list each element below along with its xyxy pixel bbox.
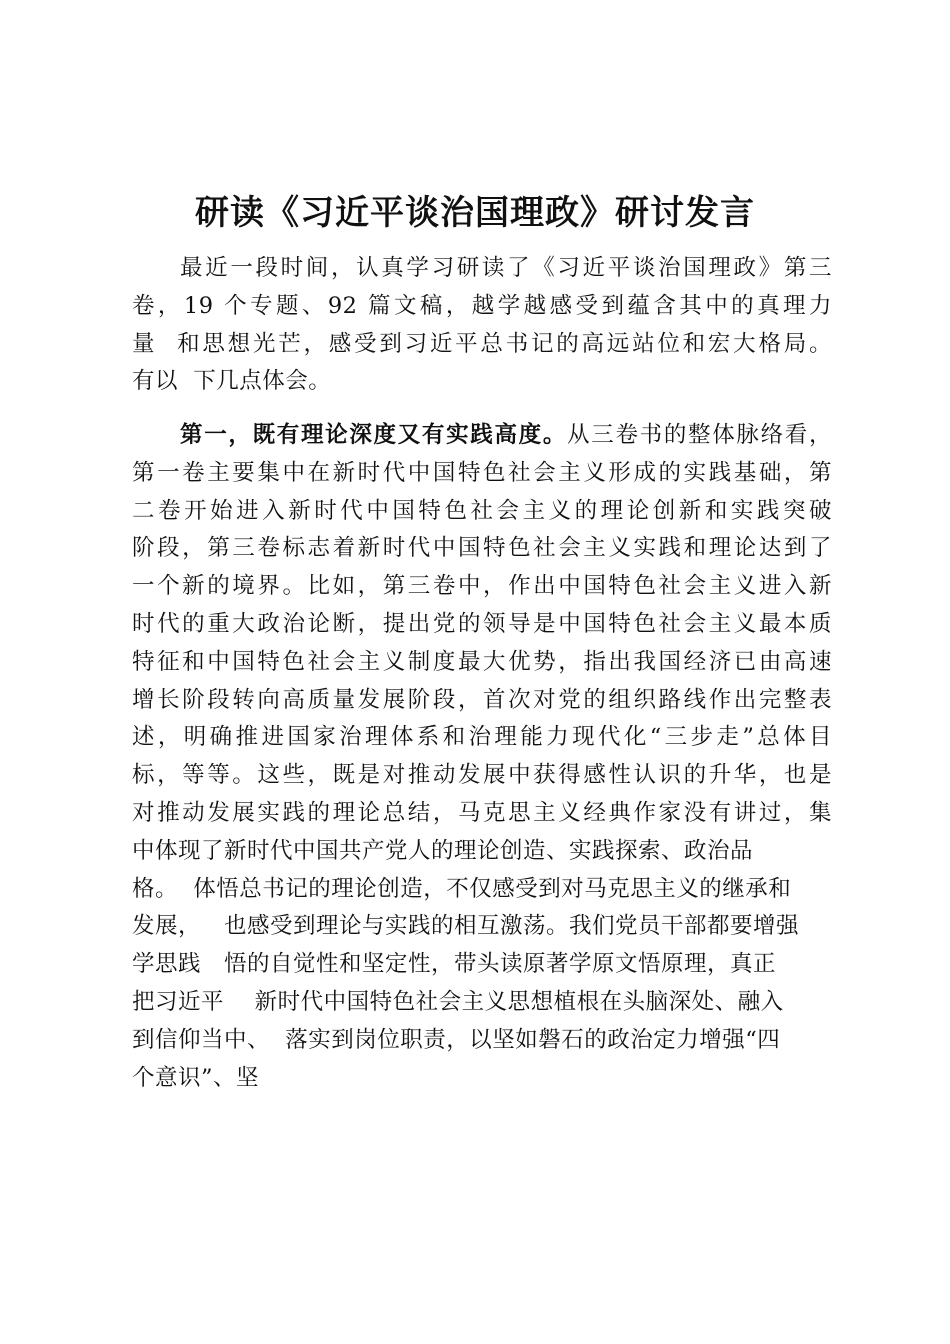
paragraph-line: 到信仰当中、 落实到岗位职责，以坚如磐石的政治定力增强“四 <box>132 1026 781 1053</box>
paragraph-line: 二卷开始进入新时代中国特色社会主义的理论创新和实践突破 <box>132 497 832 524</box>
paragraph-line: 量 和思想光芒，感受到习近平总书记的高远站位和宏大格局。 <box>132 330 832 357</box>
paragraph-line: 标，等等。这些，既是对推动发展中获得感性认识的升华，也是 <box>132 762 832 789</box>
paragraph-lead-heading: 第一，既有理论深度又有实践高度。 <box>180 422 568 448</box>
paragraph-line: 第一卷主要集中在新时代中国特色社会主义形成的实践基础，第 <box>132 459 832 486</box>
paragraph-line: 格。 体悟总书记的理论创造，不仅感受到对马克思主义的继承和 <box>132 875 792 902</box>
document-title: 研读《习近平谈治国理政》研讨发言 <box>195 193 755 233</box>
paragraph-line: 学思践 悟的自觉性和坚定性，带头读原著学原文悟原理，真正 <box>132 951 776 978</box>
paragraph-line: 一个新的境界。比如，第三卷中，作出中国特色社会主义进入新 <box>132 573 832 600</box>
paragraph-line: 个意识”、坚 <box>132 1064 260 1091</box>
paragraph-line <box>132 417 832 455</box>
paragraph-line: 述，明确推进国家治理体系和治理能力现代化“三步走”总体目 <box>132 724 832 751</box>
paragraph-line: 增长阶段转向高质量发展阶段，首次对党的组织路线作出完整表 <box>132 686 832 713</box>
paragraph-intro <box>132 250 832 401</box>
paragraph-line: 中体现了新时代中国共产党人的理论创造、实践探索、政治品 <box>132 837 754 864</box>
paragraph-line: 时代的重大政治论断，提出党的领导是中国特色社会主义最本质 <box>132 610 832 637</box>
paragraph-line: 把习近平 新时代中国特色社会主义思想植根在头脑深处、融入 <box>132 988 784 1015</box>
paragraph-point-one <box>132 417 832 1097</box>
paragraph-line: 有以 下几点体会。 <box>132 368 332 395</box>
paragraph-line: 阶段，第三卷标志着新时代中国特色社会主义实践和理论达到了 <box>132 535 832 562</box>
paragraph-line: 卷，19 个专题、92 篇文稿，越学越感受到蕴含其中的真理力 <box>132 292 832 319</box>
paragraph-line: 最近一段时间，认真学习研读了《习近平谈治国理政》第三 <box>180 255 832 281</box>
paragraph-line: 发展， 也感受到理论与实践的相互激荡。我们党员干部都要增强 <box>132 913 799 940</box>
paragraph-line: 特征和中国特色社会主义制度最大优势，指出我国经济已由高速 <box>132 648 832 675</box>
paragraph-line-text: 从三卷书的整体脉络看， <box>567 422 832 448</box>
paragraph-line: 对推动发展实践的理论总结，马克思主义经典作家没有讲过，集 <box>132 799 832 826</box>
